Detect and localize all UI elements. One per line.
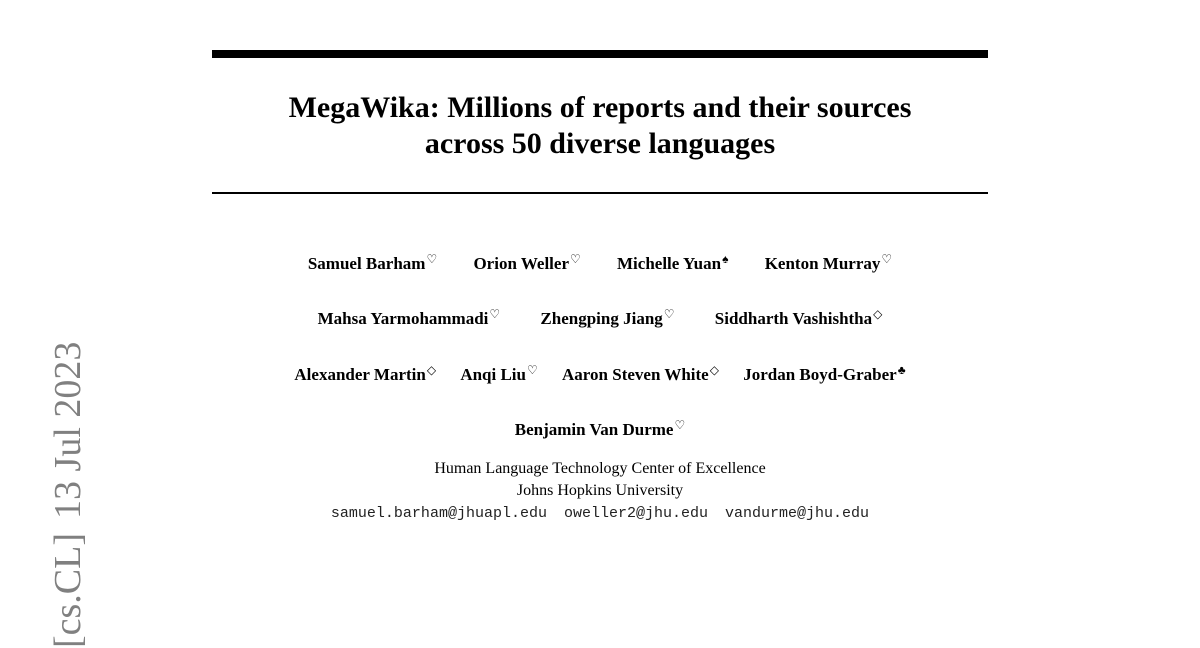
- title-top-rule: [212, 50, 988, 58]
- author: [743, 359, 905, 386]
- paper-title: [212, 90, 988, 162]
- author-name: Orion Weller: [473, 254, 569, 273]
- author-name: Michelle Yuan: [617, 254, 722, 273]
- author: [617, 248, 728, 275]
- author-name: Anqi Liu: [460, 365, 526, 384]
- paper-title-line-1: MegaWika: Millions of reports and their sources: [288, 91, 912, 124]
- affiliation-mark: ♣: [897, 363, 906, 377]
- affiliation-mark: ♡: [663, 307, 675, 321]
- title-bottom-rule: [212, 192, 988, 194]
- author-row-1: [212, 248, 988, 275]
- affiliation-mark: ♠: [722, 252, 729, 266]
- affiliation-center: Human Language Technology Center of Excellence: [434, 460, 766, 477]
- arxiv-date: 13 Jul 2023: [47, 341, 89, 519]
- affiliation-mark: ♡: [489, 307, 501, 321]
- email-address: samuel.barham@jhuapl.edu: [330, 505, 547, 522]
- author-name: Aaron Steven White: [562, 365, 709, 384]
- author-name: Benjamin Van Durme: [514, 420, 674, 439]
- affiliation-mark: ◇: [873, 307, 883, 321]
- author-row-4: [212, 414, 988, 441]
- affiliation-mark: ♡: [426, 252, 438, 266]
- author: [473, 248, 580, 275]
- author-name: Alexander Martin: [294, 365, 426, 384]
- affiliation-mark: ◇: [426, 363, 437, 377]
- affiliation-mark: ♡: [527, 363, 538, 377]
- arxiv-category: [cs.CL]: [47, 532, 89, 648]
- affiliation-mark: ♡: [674, 418, 686, 432]
- author-name: Siddharth Vashishtha: [714, 309, 873, 328]
- author-row-2: [212, 303, 988, 330]
- affiliation-mark: ♡: [570, 252, 581, 266]
- author: [515, 414, 685, 441]
- author-emails: [212, 505, 988, 523]
- author: [294, 359, 436, 386]
- email-address: oweller2@jhu.edu: [563, 505, 709, 522]
- email-address: vandurme@jhu.edu: [725, 505, 870, 522]
- affiliation-mark: ◇: [709, 363, 719, 377]
- author: [715, 303, 883, 330]
- author-name: Jordan Boyd-Graber: [743, 365, 897, 384]
- author: [562, 359, 719, 386]
- affiliation-mark: ♡: [881, 252, 893, 266]
- author-name: Zhengping Jiang: [540, 309, 663, 328]
- arxiv-stamp: [48, 288, 88, 648]
- author: [308, 248, 437, 275]
- author: [460, 359, 537, 386]
- affiliation-university: Johns Hopkins University: [516, 482, 684, 499]
- author: [765, 248, 892, 275]
- paper-title-line-2: across 50 diverse languages: [424, 127, 776, 160]
- author-name: Mahsa Yarmohammadi: [317, 309, 489, 328]
- author: [540, 303, 674, 330]
- author-name: Samuel Barham: [307, 254, 426, 273]
- author-name: Kenton Murray: [764, 254, 881, 273]
- author-row-3: [200, 359, 1000, 386]
- author: [318, 303, 501, 330]
